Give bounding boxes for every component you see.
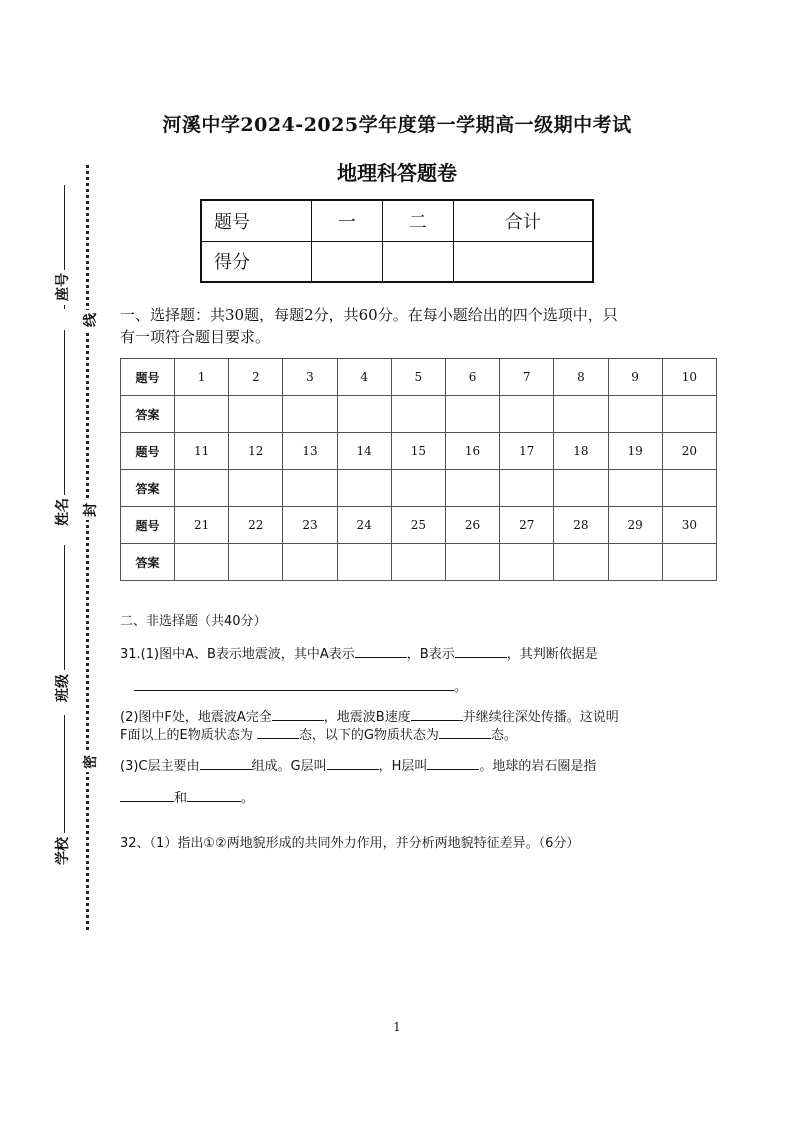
question-number: 1: [175, 359, 229, 396]
q31-part1-text-c: ，其判断依据是: [506, 647, 598, 662]
q31-part3-text-b: 组成。G层叫: [251, 759, 327, 774]
q31-part2-text-e: 态，以下的G物质状态为: [298, 728, 439, 743]
q31-part1-text-a: 31.(1)图中A、B表示地震波，其中A表示: [120, 647, 355, 662]
answer-cell[interactable]: [608, 470, 662, 507]
score-header-row: [201, 200, 593, 241]
score-header-cell: 合计: [453, 200, 593, 241]
question-number: 15: [391, 433, 445, 470]
answer-cell[interactable]: [175, 470, 229, 507]
q31-part2-text-b: ，地震波B速度: [323, 710, 411, 725]
q31-part2-text-d: F面以上的E物质状态为: [120, 728, 257, 743]
question-row-label: 题号: [121, 507, 175, 544]
question-number: 17: [500, 433, 554, 470]
answer-cell[interactable]: [554, 470, 608, 507]
q31-part1-text-b: ，B表示: [406, 647, 455, 662]
answer-cell[interactable]: [229, 396, 283, 433]
q31-part3-text-a: (3)C层主要由: [120, 759, 200, 774]
question-number: 25: [391, 507, 445, 544]
seat-underline-tail: [64, 305, 65, 309]
question-number: 7: [500, 359, 554, 396]
question-number: 16: [445, 433, 499, 470]
score-value-row: [201, 241, 593, 282]
seal-line-char: 线: [80, 310, 100, 330]
question-number: 19: [608, 433, 662, 470]
q31-part1: [120, 643, 598, 662]
question-number: 5: [391, 359, 445, 396]
question-number: 10: [662, 359, 716, 396]
question-number: 9: [608, 359, 662, 396]
answer-cell[interactable]: [662, 470, 716, 507]
exam-title: 河溪中学2024-2025学年度第一学期高一级期中考试: [162, 114, 632, 136]
answer-blank[interactable]: [439, 724, 491, 739]
answer-cell[interactable]: [554, 396, 608, 433]
score-header-cell: 二: [382, 200, 453, 241]
name-label: 姓名: [55, 498, 71, 526]
answer-cell[interactable]: [283, 470, 337, 507]
answer-cell[interactable]: [500, 396, 554, 433]
question-number: 21: [175, 507, 229, 544]
question-number: 29: [608, 507, 662, 544]
question-number: 6: [445, 359, 499, 396]
q31-part2-cont: [120, 724, 517, 743]
q31-part3-text-f: 。: [241, 791, 255, 806]
q31-part2-text-f: 态。: [490, 728, 517, 743]
answer-blank[interactable]: [120, 787, 174, 802]
question-number: 12: [229, 433, 283, 470]
score-table: [200, 199, 594, 283]
section2-title: 二、非选择题（共40分）: [120, 614, 267, 629]
question-row-label: 题号: [121, 359, 175, 396]
answer-cell[interactable]: [391, 396, 445, 433]
question-number-row: [121, 507, 717, 544]
answer-grid: [120, 358, 717, 581]
q31-part3: [120, 755, 596, 774]
answer-cell[interactable]: [500, 544, 554, 581]
question-number: 18: [554, 433, 608, 470]
q31-part3-cont: [120, 787, 254, 806]
answer-row-label: 答案: [121, 470, 175, 507]
q31-part3-text-e: 和: [174, 791, 188, 806]
answer-cell[interactable]: [337, 544, 391, 581]
question-number: 13: [283, 433, 337, 470]
name-underline: [64, 330, 65, 495]
answer-cell[interactable]: [445, 470, 499, 507]
answer-row: [121, 470, 717, 507]
answer-cell[interactable]: [337, 470, 391, 507]
class-underline: [64, 545, 65, 670]
q31-part2: [120, 706, 619, 725]
answer-cell[interactable]: [175, 396, 229, 433]
question-number: 11: [175, 433, 229, 470]
score-cell[interactable]: [382, 241, 453, 282]
exam-subtitle: 地理科答题卷: [337, 161, 457, 185]
q31-part1-end: 。: [454, 680, 468, 695]
answer-cell[interactable]: [283, 544, 337, 581]
question-number: 20: [662, 433, 716, 470]
class-label: 班级: [55, 674, 71, 702]
q31-part2-text-a: (2)图中F处，地震波A完全: [120, 710, 272, 725]
answer-blank[interactable]: [272, 706, 324, 721]
q31-part3-text-d: 。地球的岩石圈是指: [479, 759, 597, 774]
answer-blank[interactable]: [355, 643, 407, 658]
question-number: 2: [229, 359, 283, 396]
answer-blank[interactable]: [134, 676, 454, 691]
answer-blank[interactable]: [257, 724, 299, 739]
question-number: 4: [337, 359, 391, 396]
answer-cell[interactable]: [283, 396, 337, 433]
school-label: 学校: [55, 837, 71, 865]
section1-line1: 一、选择题：共30题，每题2分，共60分。在每小题给出的四个选项中，只: [120, 306, 618, 324]
q31-part1-reason: [134, 676, 467, 695]
score-cell[interactable]: [453, 241, 593, 282]
section1-line2: 有一项符合题目要求。: [120, 328, 271, 346]
answer-row: [121, 544, 717, 581]
answer-blank[interactable]: [455, 643, 507, 658]
answer-cell[interactable]: [608, 396, 662, 433]
seat-label: 座号: [55, 273, 71, 301]
answer-cell[interactable]: [229, 470, 283, 507]
answer-row-label: 答案: [121, 544, 175, 581]
answer-blank[interactable]: [427, 755, 479, 770]
answer-blank[interactable]: [187, 787, 241, 802]
page-number: 1: [393, 1020, 401, 1034]
question-number: 3: [283, 359, 337, 396]
answer-cell[interactable]: [391, 544, 445, 581]
answer-row-label: 答案: [121, 396, 175, 433]
question-number: 26: [445, 507, 499, 544]
score-cell[interactable]: [312, 241, 383, 282]
question-number: 24: [337, 507, 391, 544]
answer-row: [121, 396, 717, 433]
question-number: 14: [337, 433, 391, 470]
q31-part2-text-c: 并继续往深处传播。这说明: [462, 710, 619, 725]
answer-cell[interactable]: [608, 544, 662, 581]
answer-cell[interactable]: [175, 544, 229, 581]
answer-cell[interactable]: [662, 396, 716, 433]
q31-part3-text-c: ，H层叫: [378, 759, 428, 774]
question-number-row: [121, 433, 717, 470]
answer-cell[interactable]: [229, 544, 283, 581]
answer-cell[interactable]: [662, 544, 716, 581]
answer-cell[interactable]: [337, 396, 391, 433]
seal-secret-char: 密: [80, 752, 100, 772]
section1-instructions: [120, 304, 680, 348]
q32-text: 32、（1）指出①②两地貌形成的共同外力作用，并分析两地貌特征差异。（6分）: [120, 836, 580, 851]
seal-seal-char: 封: [80, 500, 100, 520]
question-number-row: [121, 359, 717, 396]
seat-underline: [64, 185, 65, 270]
answer-blank[interactable]: [200, 755, 252, 770]
answer-cell[interactable]: [554, 544, 608, 581]
question-number: 30: [662, 507, 716, 544]
question-number: 22: [229, 507, 283, 544]
question-number: 8: [554, 359, 608, 396]
answer-blank[interactable]: [411, 706, 463, 721]
question-row-label: 题号: [121, 433, 175, 470]
question-number: 28: [554, 507, 608, 544]
answer-cell[interactable]: [391, 470, 445, 507]
answer-cell[interactable]: [500, 470, 554, 507]
answer-cell[interactable]: [445, 544, 499, 581]
answer-blank[interactable]: [327, 755, 379, 770]
question-number: 23: [283, 507, 337, 544]
score-row-label: 得分: [201, 241, 312, 282]
binding-dotted-line: [86, 165, 89, 930]
school-underline: [64, 715, 65, 833]
score-header-cell: 题号: [201, 200, 312, 241]
answer-cell[interactable]: [445, 396, 499, 433]
question-number: 27: [500, 507, 554, 544]
score-header-cell: 一: [312, 200, 383, 241]
